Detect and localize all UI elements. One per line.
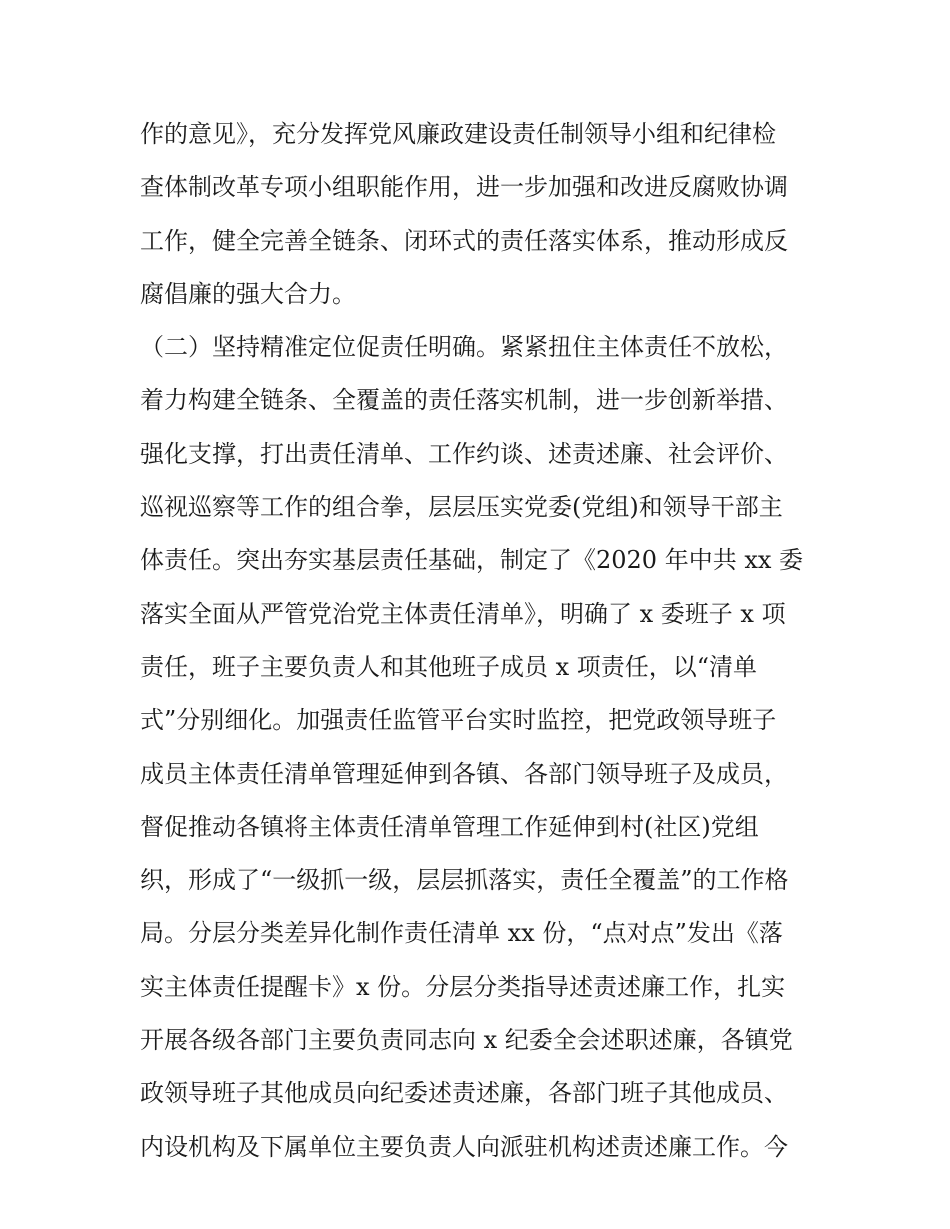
text-line: （二）坚持精准定位促责任明确。紧紧扭住主体责任不放松， <box>140 333 788 362</box>
text-line: 巡视巡察等工作的组合拳，层层压实党委(党组)和领导干部主 <box>140 493 783 522</box>
text-line: 式”分别细化。加强责任监管平台实时监控，把党政领导班子 <box>140 706 777 735</box>
text-line: 织，形成了“一级抓一级，层层抓落实，责任全覆盖”的工作格 <box>140 866 789 895</box>
text-line: 成员主体责任清单管理延伸到各镇、各部门领导班子及成员， <box>140 759 788 788</box>
text-line: 开展各级各部门主要负责同志向 x 纪委全会述职述廉，各镇党 <box>140 1026 793 1055</box>
text-line: 体责任。突出夯实基层责任基础，制定了《2020 年中共 xx 委 <box>140 546 804 575</box>
text-line: 落实全面从严管党治党主体责任清单》，明确了 x 委班子 x 项 <box>140 599 786 628</box>
text-line: 责任，班子主要负责人和其他班子成员 x 项责任，以“清单 <box>140 652 758 681</box>
text-line: 政领导班子其他成员向纪委述责述廉，各部门班子其他成员、 <box>140 1079 788 1108</box>
text-line: 查体制改革专项小组职能作用，进一步加强和改进反腐败协调 <box>140 173 788 202</box>
text-line: 工作，健全完善全链条、闭环式的责任落实体系，推动形成反 <box>140 226 788 255</box>
text-line: 腐倡廉的强大合力。 <box>140 279 356 308</box>
text-line: 作的意见》，充分发挥党风廉政建设责任制领导小组和纪律检 <box>140 120 776 148</box>
text-line: 强化支撑，打出责任清单、工作约谈、述责述廉、社会评价、 <box>140 439 788 468</box>
text-line: 着力构建全链条、全覆盖的责任落实机制，进一步创新举措、 <box>140 386 788 415</box>
text-line: 局。分层分类差异化制作责任清单 xx 份，“点对点”发出《落 <box>140 919 783 948</box>
body-text <box>140 108 830 1174</box>
text-line: 督促推动各镇将主体责任清单管理工作延伸到村(社区)党组 <box>140 812 759 841</box>
text-line: 内设机构及下属单位主要负责人向派驻机构述责述廉工作。今 <box>140 1132 788 1161</box>
text-line: 实主体责任提醒卡》x 份。分层分类指导述责述廉工作，扎实 <box>140 972 786 1001</box>
